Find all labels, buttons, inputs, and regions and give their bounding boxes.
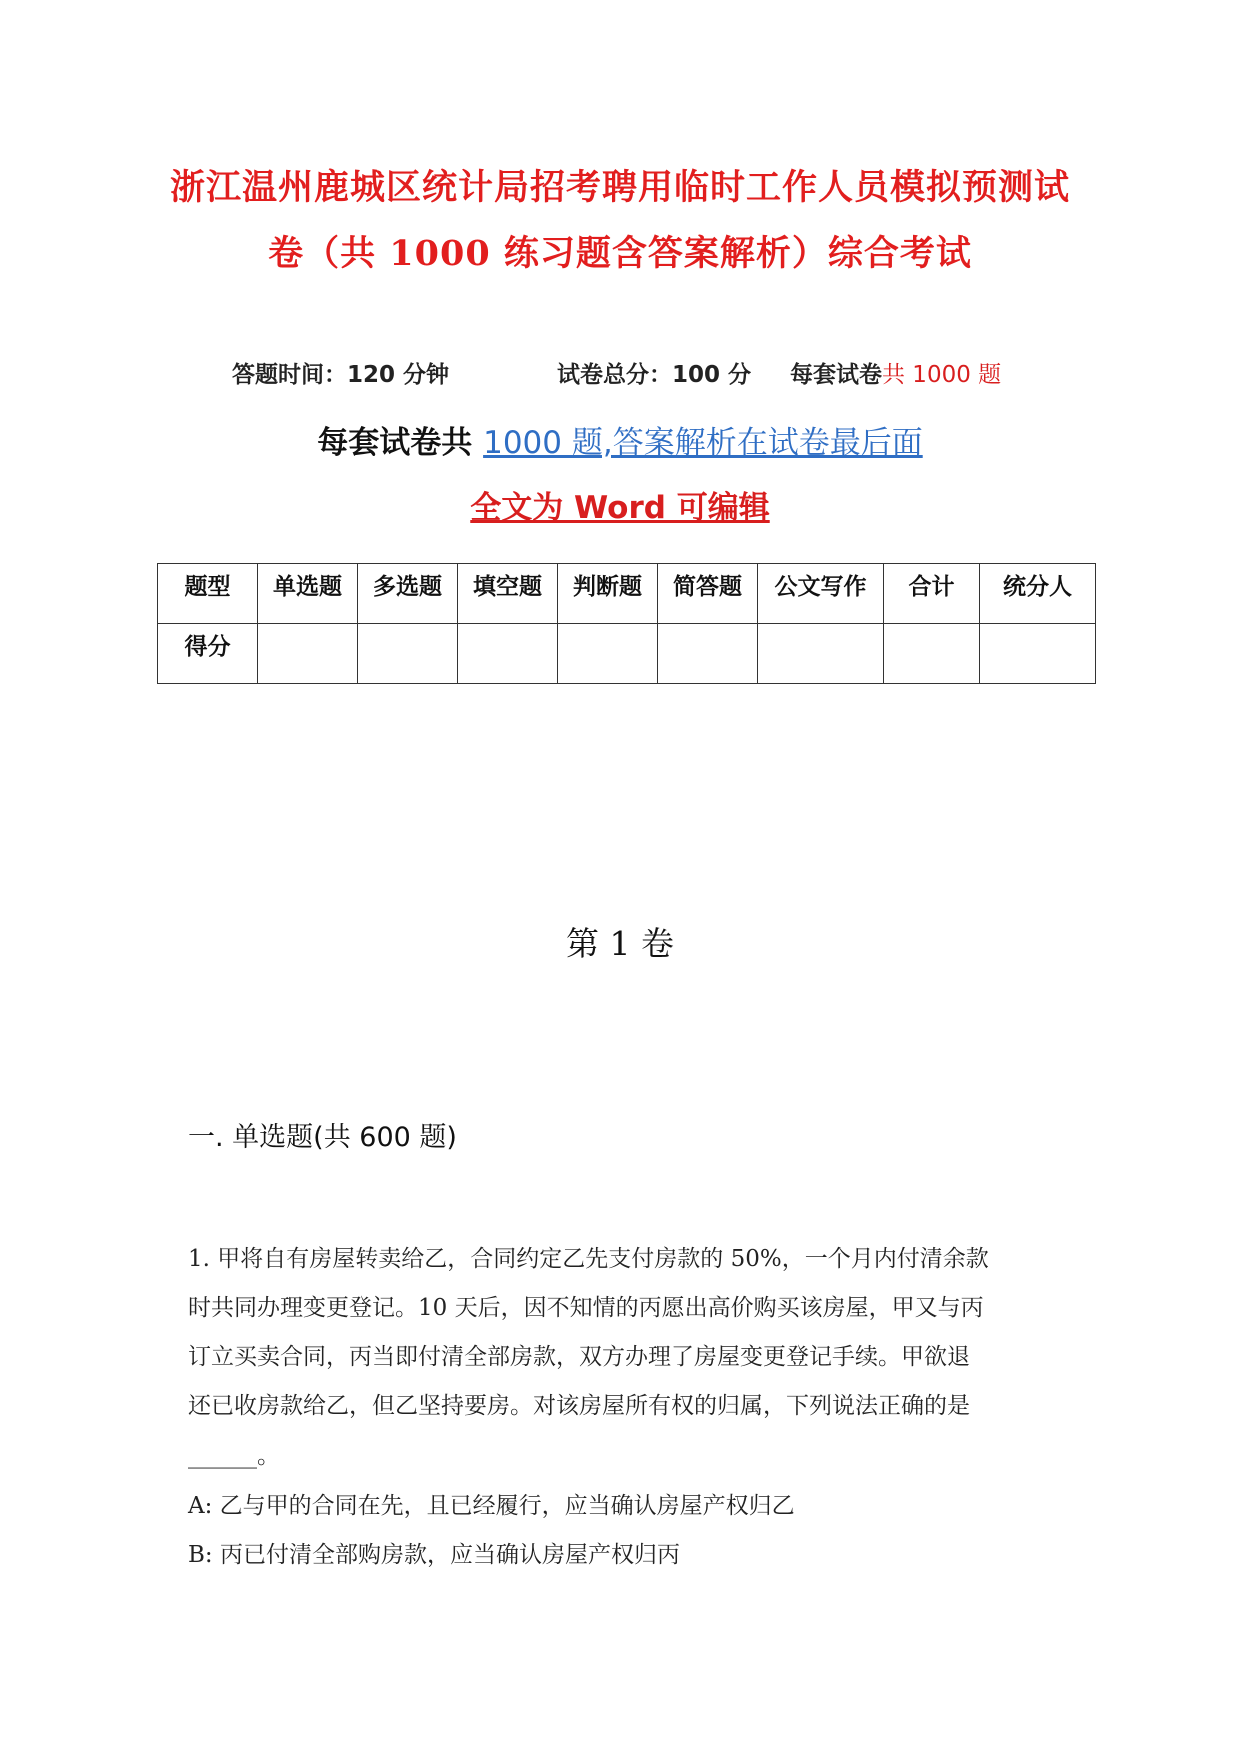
question-text-line: 还已收房款给乙，但乙坚持要房。对该房屋所有权的归属，下列说法正确的是 [188, 1393, 970, 1419]
promo-line-1 [0, 417, 1240, 462]
score-cell[interactable] [658, 624, 758, 684]
header-cell: 填空题 [458, 564, 558, 624]
header-cell: 简答题 [658, 564, 758, 624]
score-table [157, 563, 1096, 684]
question-text-line: 订立买卖合同，丙当即付清全部房款，双方办理了房屋变更登记手续。甲欲退 [188, 1344, 970, 1370]
question-text-line: 时共同办理变更登记。10 天后，因不知情的丙愿出高价购买该房屋，甲又与丙 [188, 1295, 984, 1321]
exam-total-score: 试卷总分：100 分 [557, 362, 752, 388]
promo-line-2 [0, 482, 1240, 527]
header-cell: 题型 [158, 564, 258, 624]
question-text-line: 1. 甲将自有房屋转卖给乙，合同约定乙先支付房款的 50%，一个月内付清余款 [188, 1246, 989, 1272]
exam-title-line-1: 浙江温州鹿城区统计局招考聘用临时工作人员模拟预测试 [169, 167, 1070, 208]
promo-prefix: 每套试卷共 [317, 425, 484, 461]
exam-title-line-2: 卷（共 1000 练习题含答案解析）综合考试 [268, 233, 972, 274]
question-blank-line: ______。 [188, 1443, 280, 1469]
score-table-score-row [158, 624, 1096, 684]
exam-time: 答题时间：120 分钟 [232, 362, 450, 388]
header-cell: 公文写作 [758, 564, 884, 624]
header-cell: 多选题 [358, 564, 458, 624]
questions-per-set-label: 每套试卷 [790, 362, 882, 388]
score-cell[interactable] [884, 624, 980, 684]
header-cell: 判断题 [558, 564, 658, 624]
header-cell: 统分人 [980, 564, 1096, 624]
score-cell[interactable] [980, 624, 1096, 684]
header-cell: 合计 [884, 564, 980, 624]
word-editable-link[interactable]: 全文为 Word 可编辑 [470, 490, 770, 526]
option-a: A: 乙与甲的合同在先，且已经履行，应当确认房屋产权归乙 [188, 1493, 795, 1519]
score-cell[interactable] [458, 624, 558, 684]
score-cell[interactable] [558, 624, 658, 684]
questions-per-set-count: 共 1000 题 [882, 362, 1002, 388]
answers-link[interactable]: 1000 题,答案解析在试卷最后面 [483, 425, 923, 461]
option-b: B: 丙已付清全部购房款，应当确认房屋产权归丙 [188, 1542, 680, 1568]
questions-per-set [790, 356, 1001, 389]
score-row-label: 得分 [158, 624, 258, 684]
score-cell[interactable] [758, 624, 884, 684]
score-cell[interactable] [358, 624, 458, 684]
score-cell[interactable] [258, 624, 358, 684]
header-cell: 单选题 [258, 564, 358, 624]
volume-heading: 第 1 卷 [566, 924, 674, 963]
section-heading: 一. 单选题(共 600 题) [188, 1122, 457, 1153]
score-table-header-row [158, 564, 1096, 624]
